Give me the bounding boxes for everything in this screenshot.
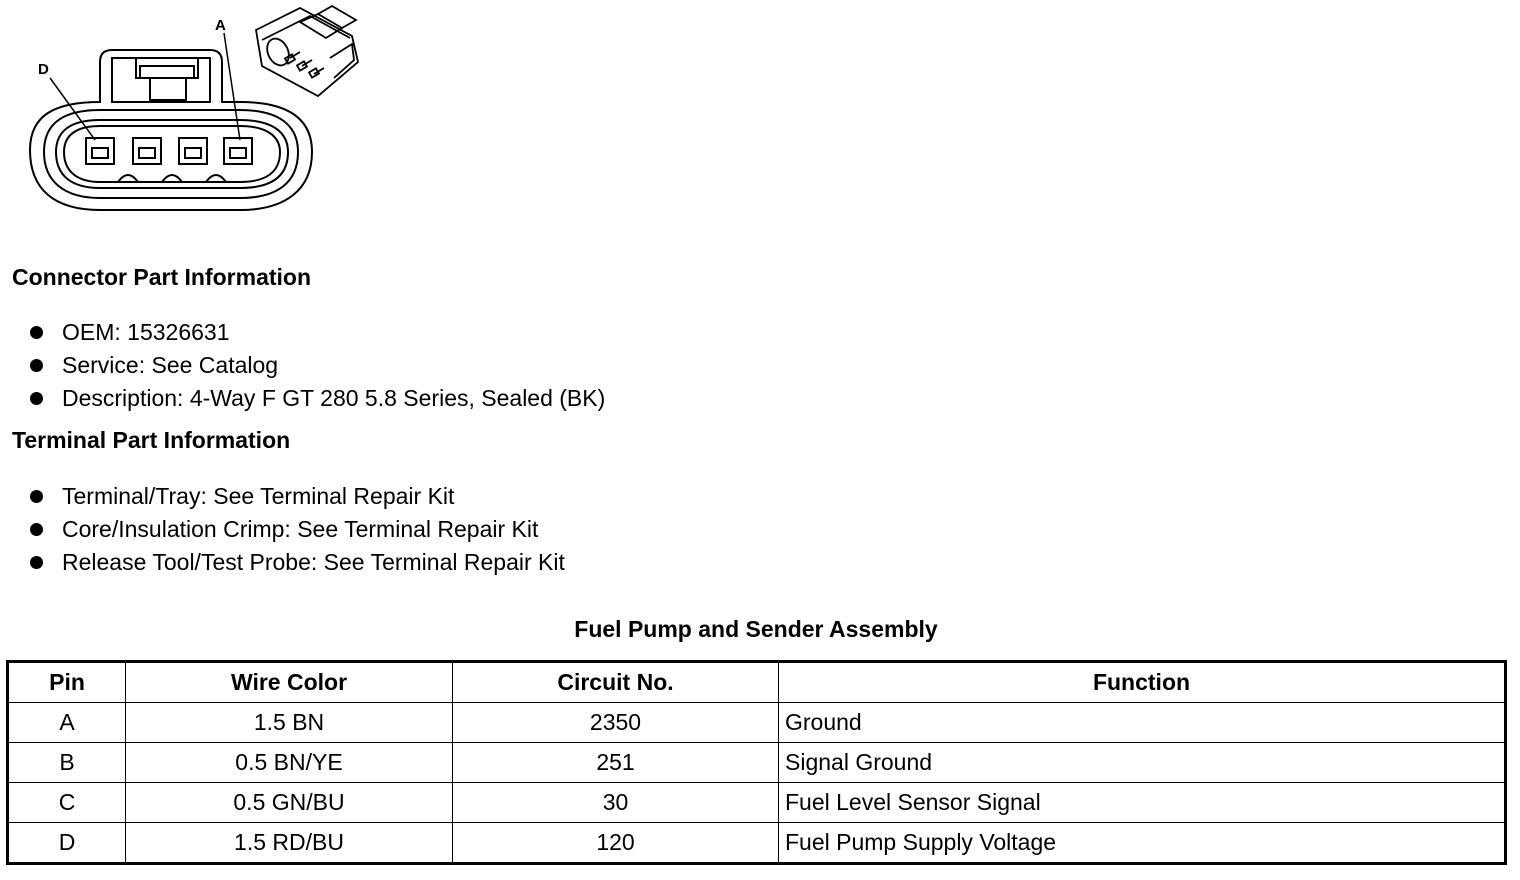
list-item	[28, 317, 605, 350]
connector-part-info-list	[28, 317, 605, 416]
function-cell: Fuel Level Sensor Signal	[779, 783, 1506, 823]
column-header-function: Function	[779, 662, 1506, 703]
connector-housing-outline	[30, 50, 312, 210]
wire-color-cell: 0.5 GN/BU	[126, 783, 453, 823]
list-item	[28, 514, 565, 547]
function-cell: Ground	[779, 703, 1506, 743]
wire-color-cell: 0.5 BN/YE	[126, 743, 453, 783]
list-item	[28, 350, 605, 383]
column-header-wire-color: Wire Color	[126, 662, 453, 703]
function-cell: Fuel Pump Supply Voltage	[779, 823, 1506, 864]
pin-cell: D	[8, 823, 126, 864]
bullet-icon	[30, 490, 43, 503]
column-header-circuit-no: Circuit No.	[453, 662, 779, 703]
list-item-text: OEM: 15326631	[62, 319, 230, 345]
circuit-no-cell: 120	[453, 823, 779, 864]
list-item-text: Description: 4-Way F GT 280 5.8 Series, Sealed (BK)	[62, 385, 606, 411]
terminal-cavity-a	[224, 138, 252, 164]
circuit-no-cell: 2350	[453, 703, 779, 743]
pin-label-a: A	[215, 17, 226, 34]
terminal-cavity-d	[86, 138, 114, 164]
bullet-icon	[30, 392, 43, 405]
connector-diagram	[0, 0, 380, 230]
leader-line-a	[224, 33, 240, 140]
terminal-part-info-heading: Terminal Part Information	[12, 427, 291, 453]
list-item	[28, 383, 605, 416]
terminal-cavity-c	[133, 138, 161, 164]
wire-color-cell: 1.5 RD/BU	[126, 823, 453, 864]
column-header-pin: Pin	[8, 662, 126, 703]
list-item-text: Release Tool/Test Probe: See Terminal Repair Kit	[62, 549, 565, 575]
bullet-icon	[30, 326, 43, 339]
pin-cell: A	[8, 703, 126, 743]
circuit-no-cell: 251	[453, 743, 779, 783]
list-item-text: Service: See Catalog	[62, 352, 279, 378]
list-item	[28, 481, 565, 514]
bullet-icon	[30, 523, 43, 536]
table-row	[8, 823, 1506, 864]
table-title: Fuel Pump and Sender Assembly	[574, 616, 938, 642]
list-item-text: Terminal/Tray: See Terminal Repair Kit	[62, 483, 455, 509]
function-cell: Signal Ground	[779, 743, 1506, 783]
connector-part-info-heading: Connector Part Information	[12, 264, 312, 290]
terminal-cavity-b	[179, 138, 207, 164]
list-item	[28, 547, 565, 580]
list-item-text: Core/Insulation Crimp: See Terminal Repair Kit	[62, 516, 539, 542]
table-row	[8, 703, 1506, 743]
table-header-row	[8, 662, 1506, 703]
pinout-table	[6, 660, 1507, 865]
bullet-icon	[30, 556, 43, 569]
pin-cell: B	[8, 743, 126, 783]
connector-latch	[112, 58, 210, 102]
terminal-part-info-list	[28, 481, 565, 580]
pin-cell: C	[8, 783, 126, 823]
connector-isometric-view	[256, 6, 358, 96]
table-row	[8, 783, 1506, 823]
pin-label-d: D	[38, 61, 49, 78]
bullet-icon	[30, 359, 43, 372]
table-row	[8, 743, 1506, 783]
wire-color-cell: 1.5 BN	[126, 703, 453, 743]
circuit-no-cell: 30	[453, 783, 779, 823]
